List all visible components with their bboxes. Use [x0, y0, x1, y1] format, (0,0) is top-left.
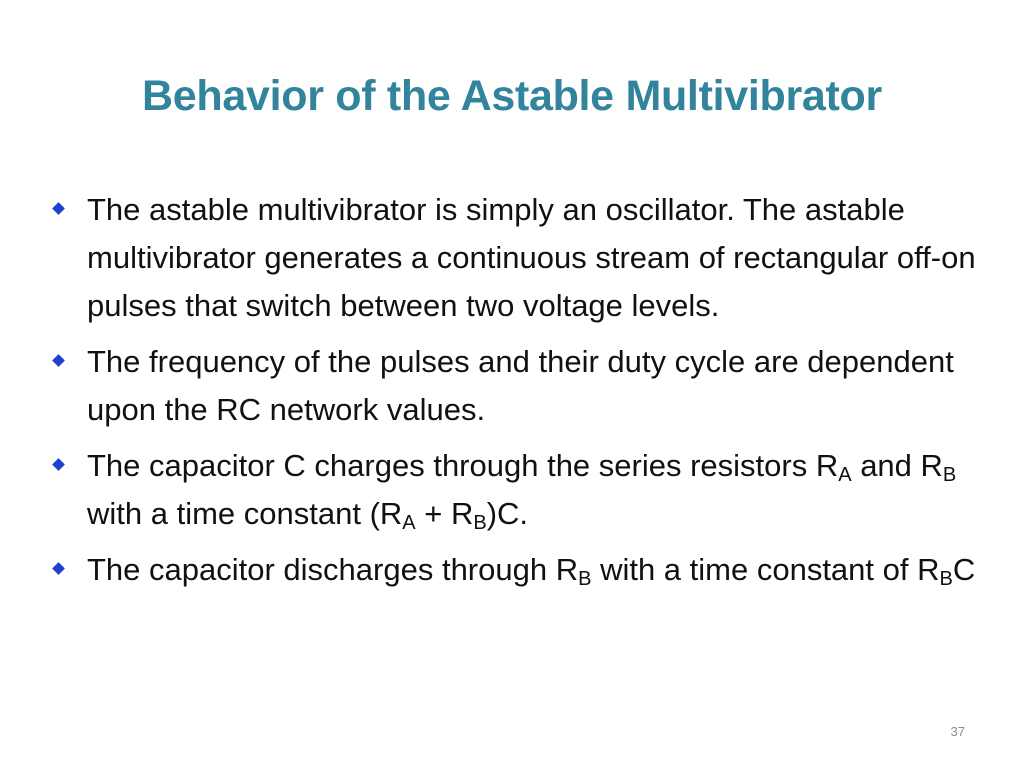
bullet-text: The astable multivibrator is simply an oscillator. The astable multivibrator generates a continuous stream of rectangular off-on pulses that switch between two voltage levels.	[87, 192, 976, 323]
slide-title: Behavior of the Astable Multivibrator	[142, 72, 882, 120]
subscript-text: A	[402, 512, 416, 534]
diamond-bullet-icon	[52, 354, 65, 367]
bullet-item	[50, 338, 995, 434]
bullet-list	[50, 186, 995, 602]
bullet-text: with a time constant of R	[591, 552, 940, 587]
subscript-text: A	[838, 464, 852, 486]
diamond-bullet-icon	[52, 202, 65, 215]
subscript-text: B	[578, 568, 592, 590]
diamond-bullet-icon	[52, 562, 65, 575]
subscript-text: B	[473, 512, 487, 534]
bullet-text: )C.	[486, 496, 529, 531]
subscript-text: B	[942, 464, 957, 486]
bullet-text: and R	[851, 448, 943, 483]
diamond-bullet-icon	[52, 458, 65, 471]
bullet-text: + R	[415, 496, 474, 531]
bullet-item	[50, 546, 995, 594]
page-number: 37	[950, 724, 965, 739]
bullet-text: The frequency of the pulses and their duty cycle are dependent upon the RC network values.	[87, 344, 954, 427]
bullet-item	[50, 442, 995, 538]
bullet-text: The capacitor discharges through R	[87, 552, 579, 587]
bullet-text: The capacitor C charges through the series resistors R	[87, 448, 839, 483]
bullet-item	[50, 186, 995, 330]
bullet-text: with a time constant (R	[87, 496, 403, 531]
subscript-text: B	[939, 568, 953, 590]
bullet-text: C	[952, 552, 976, 587]
